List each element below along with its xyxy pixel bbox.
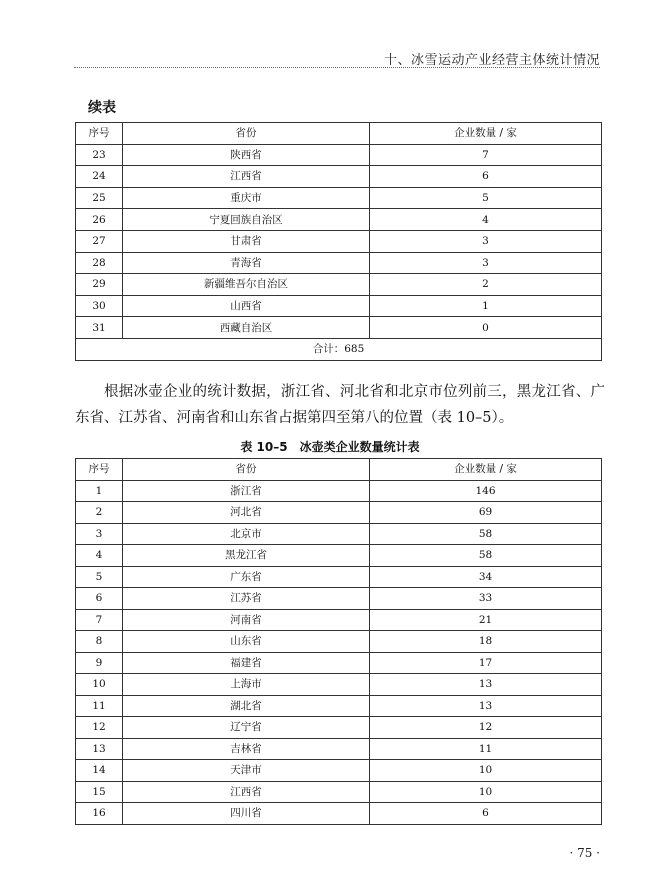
cell-count: 6 bbox=[370, 803, 602, 825]
table-row bbox=[76, 274, 602, 296]
column-header-province: 省份 bbox=[123, 459, 370, 481]
cell-index: 10 bbox=[76, 674, 123, 696]
cell-province: 青海省 bbox=[123, 252, 370, 274]
table-row bbox=[76, 566, 602, 588]
cell-province: 浙江省 bbox=[123, 480, 370, 502]
table-caption: 表 10–5 冰壶类企业数量统计表 bbox=[240, 440, 420, 454]
cell-province: 宁夏回族自治区 bbox=[123, 209, 370, 231]
table-total-row bbox=[76, 338, 602, 360]
table-row bbox=[76, 523, 602, 545]
table-row bbox=[76, 295, 602, 317]
table-row bbox=[76, 230, 602, 252]
cell-index: 29 bbox=[76, 274, 123, 296]
table-row bbox=[76, 631, 602, 653]
cell-count: 3 bbox=[370, 252, 602, 274]
cell-province: 陕西省 bbox=[123, 144, 370, 166]
cell-count: 5 bbox=[370, 187, 602, 209]
cell-count: 0 bbox=[370, 317, 602, 339]
cell-count: 58 bbox=[370, 523, 602, 545]
cell-province: 江苏省 bbox=[123, 588, 370, 610]
table-row bbox=[76, 760, 602, 782]
column-header-index: 序号 bbox=[76, 459, 123, 481]
table-row bbox=[76, 717, 602, 739]
cell-count: 12 bbox=[370, 717, 602, 739]
cell-count: 10 bbox=[370, 760, 602, 782]
cell-count: 58 bbox=[370, 545, 602, 567]
cell-count: 2 bbox=[370, 274, 602, 296]
cell-index: 13 bbox=[76, 738, 123, 760]
table-row bbox=[76, 781, 602, 803]
cell-count: 21 bbox=[370, 609, 602, 631]
table-row bbox=[76, 502, 602, 524]
cell-index: 8 bbox=[76, 631, 123, 653]
cell-province: 重庆市 bbox=[123, 187, 370, 209]
header-divider bbox=[74, 67, 600, 68]
table-row bbox=[76, 695, 602, 717]
cell-index: 4 bbox=[76, 545, 123, 567]
table-row bbox=[76, 803, 602, 825]
table-row bbox=[76, 209, 602, 231]
curling-enterprise-table bbox=[75, 458, 602, 825]
cell-index: 16 bbox=[76, 803, 123, 825]
cell-province: 江西省 bbox=[123, 166, 370, 188]
cell-count: 146 bbox=[370, 480, 602, 502]
column-header-count: 企业数量 / 家 bbox=[370, 123, 602, 145]
cell-province: 西藏自治区 bbox=[123, 317, 370, 339]
cell-count: 3 bbox=[370, 230, 602, 252]
cell-index: 15 bbox=[76, 781, 123, 803]
cell-count: 69 bbox=[370, 502, 602, 524]
table-row bbox=[76, 588, 602, 610]
cell-count: 33 bbox=[370, 588, 602, 610]
cell-count: 1 bbox=[370, 295, 602, 317]
table-row bbox=[76, 317, 602, 339]
body-paragraph: 根据冰壶企业的统计数据，浙江省、河北省和北京市位列前三，黑龙江省、广东省、江苏省、河南省和山东省占据第四至第八的位置（表 10–5）。 bbox=[75, 384, 605, 426]
cell-province: 天津市 bbox=[123, 760, 370, 782]
cell-index: 23 bbox=[76, 144, 123, 166]
cell-index: 1 bbox=[76, 480, 123, 502]
cell-province: 河北省 bbox=[123, 502, 370, 524]
table-row bbox=[76, 144, 602, 166]
table-row bbox=[76, 480, 602, 502]
table-row bbox=[76, 674, 602, 696]
cell-province: 吉林省 bbox=[123, 738, 370, 760]
cell-index: 6 bbox=[76, 588, 123, 610]
cell-index: 27 bbox=[76, 230, 123, 252]
table-row bbox=[76, 545, 602, 567]
cell-province: 山东省 bbox=[123, 631, 370, 653]
cell-count: 13 bbox=[370, 674, 602, 696]
cell-index: 7 bbox=[76, 609, 123, 631]
cell-province: 黑龙江省 bbox=[123, 545, 370, 567]
cell-province: 河南省 bbox=[123, 609, 370, 631]
running-header-title: 十、冰雪运动产业经营主体统计情况 bbox=[383, 53, 600, 68]
cell-index: 14 bbox=[76, 760, 123, 782]
cell-province: 甘肃省 bbox=[123, 230, 370, 252]
cell-province: 辽宁省 bbox=[123, 717, 370, 739]
cell-index: 2 bbox=[76, 502, 123, 524]
continued-table-label: 续表 bbox=[88, 100, 116, 116]
cell-count: 7 bbox=[370, 144, 602, 166]
cell-province: 广东省 bbox=[123, 566, 370, 588]
cell-count: 17 bbox=[370, 652, 602, 674]
cell-index: 28 bbox=[76, 252, 123, 274]
table-header-row bbox=[76, 459, 602, 481]
table-row bbox=[76, 652, 602, 674]
cell-count: 6 bbox=[370, 166, 602, 188]
table-header-row bbox=[76, 123, 602, 145]
cell-province: 山西省 bbox=[123, 295, 370, 317]
cell-index: 12 bbox=[76, 717, 123, 739]
column-header-province: 省份 bbox=[123, 123, 370, 145]
cell-count: 34 bbox=[370, 566, 602, 588]
continued-province-table bbox=[75, 122, 602, 361]
cell-index: 5 bbox=[76, 566, 123, 588]
cell-province: 北京市 bbox=[123, 523, 370, 545]
column-header-index: 序号 bbox=[76, 123, 123, 145]
cell-index: 30 bbox=[76, 295, 123, 317]
cell-index: 9 bbox=[76, 652, 123, 674]
cell-province: 江西省 bbox=[123, 781, 370, 803]
cell-index: 25 bbox=[76, 187, 123, 209]
cell-index: 24 bbox=[76, 166, 123, 188]
table-row bbox=[76, 252, 602, 274]
cell-province: 湖北省 bbox=[123, 695, 370, 717]
cell-count: 10 bbox=[370, 781, 602, 803]
table-row bbox=[76, 187, 602, 209]
cell-province: 福建省 bbox=[123, 652, 370, 674]
column-header-count: 企业数量 / 家 bbox=[370, 459, 602, 481]
cell-index: 31 bbox=[76, 317, 123, 339]
table-total: 合计：685 bbox=[76, 338, 602, 360]
cell-province: 新疆维吾尔自治区 bbox=[123, 274, 370, 296]
cell-count: 18 bbox=[370, 631, 602, 653]
cell-count: 11 bbox=[370, 738, 602, 760]
cell-index: 11 bbox=[76, 695, 123, 717]
table-row bbox=[76, 166, 602, 188]
table-row bbox=[76, 738, 602, 760]
table-row bbox=[76, 609, 602, 631]
cell-province: 上海市 bbox=[123, 674, 370, 696]
cell-count: 13 bbox=[370, 695, 602, 717]
page-number: · 75 · bbox=[569, 846, 600, 860]
cell-count: 4 bbox=[370, 209, 602, 231]
cell-index: 26 bbox=[76, 209, 123, 231]
cell-index: 3 bbox=[76, 523, 123, 545]
cell-province: 四川省 bbox=[123, 803, 370, 825]
